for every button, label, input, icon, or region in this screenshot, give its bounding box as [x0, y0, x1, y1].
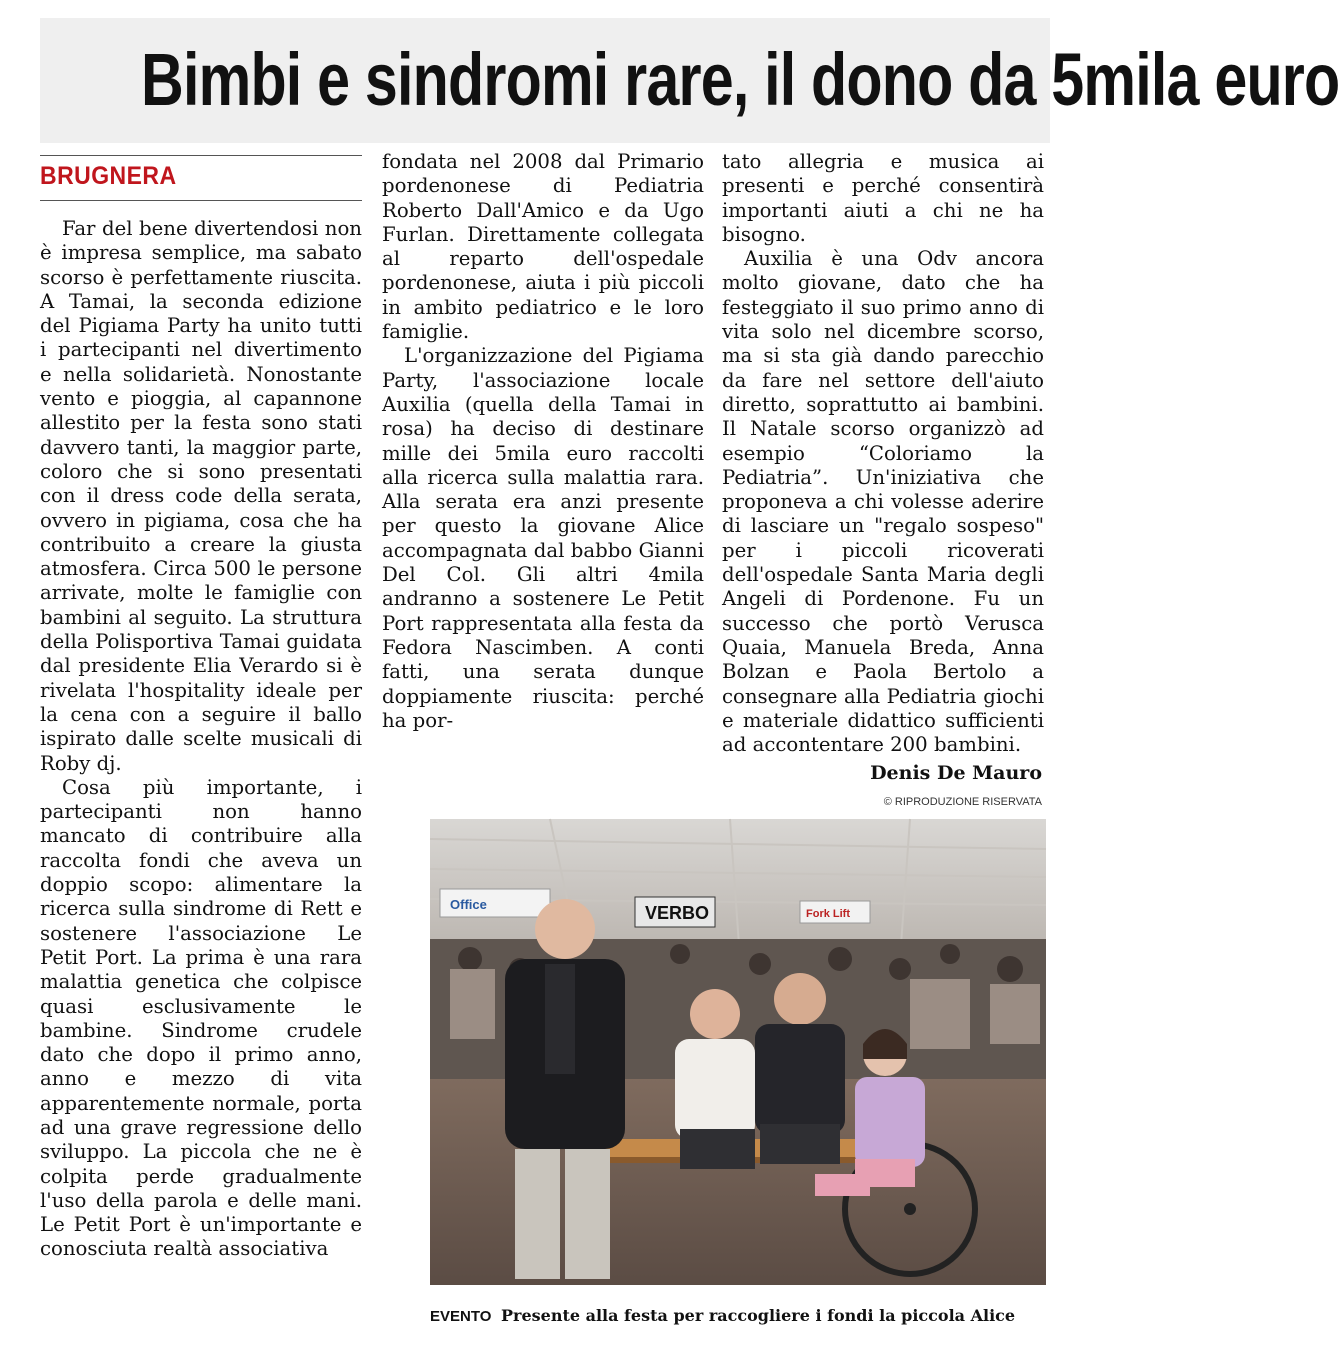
photo-caption [430, 1306, 1046, 1325]
paragraph: Cosa più importante, i partecipanti non hanno mancato di contribuire alla raccolta fondi che aveva un doppio scopo: alimentare la ricerca sulla sindrome di Rett e sostenere l'associazione Le Petit Port. La prima è una rara malattia genetica che colpisce quasi esclusivamente le bambine. Sindrome crudele dato che dopo il primo anno, anno e mezzo di vita apparentemente normale, porta ad una grave regressione dello sviluppo. La piccola che ne è colpita perde gradualmente l'uso della parola e delle mani. Le Petit Port è un'importante e conosciuta realtà associativa [40, 775, 362, 1261]
headline-band [40, 18, 1339, 143]
section-label: BRUGNERA [40, 162, 177, 190]
article-column-2 [382, 150, 704, 733]
caption-kicker: EVENTO [430, 1308, 492, 1325]
section-rule-bottom [40, 200, 362, 201]
article-column-1 [40, 217, 362, 1262]
article-column-3 [722, 150, 1044, 757]
banner-office-text: Office [450, 897, 487, 912]
section-rule-top [40, 155, 362, 156]
paragraph: tato allegria e musica ai presenti e perché consentirà importanti aiuti a chi ne ha bisogno. [722, 150, 1044, 246]
caption-text: Presente alla festa per raccogliere i fondi la piccola Alice [500, 1306, 1016, 1325]
paragraph: Far del bene divertendosi non è impresa semplice, ma sabato scorso è perfettamente riuscita. A Tamai, la seconda edizione del Pigiama Party ha unito tutti i partecipanti nel divertimento e nella solidarietà. Nonostante vento e pioggia, al capannone allestito per la festa sono stati davvero tanti, la maggior parte, coloro che si sono presentati con il dress code della serata, ovvero in pigiama, cosa che ha contribuito a creare la giusta atmosfera. Circa 500 le persone arrivate, molte le famiglie con bambini al seguito. La struttura della Polisportiva Tamai guidata dal presidente Elia Verardo si è rivelata l'hospitality ideale per la cena con a seguire il ballo ispirato dalle scelte musicali di Roby dj. [40, 217, 362, 775]
copyright-notice: © RIPRODUZIONE RISERVATA [883, 796, 1042, 808]
paragraph: L'organizzazione del Pigiama Party, l'associazione locale Auxilia (quella della Tamai in rosa) ha deciso di destinare mille dei 5mila euro raccolti alla ricerca sulla malattia rara. Alla serata era anzi presente per questo la giovane Alice accompagnata dal babbo Gianni Del Col. Gli altri 4mila andranno a sostenere Le Petit Port rappresentata alla festa da Fedora Nascimben. A conti fatti, una serata dunque doppiamente riuscita: perché ha por- [382, 344, 704, 732]
event-photo [430, 819, 1046, 1285]
byline: Denis De Mauro [870, 762, 1042, 784]
paragraph: Auxilia è una Odv ancora molto giovane, dato che ha festeggiato il suo primo anno di vita solo nel dicembre scorso, ma si sta già dando parecchio da fare nel settore dell'aiuto diretto, soprattutto ai bambini. Il Natale scorso organizzò ad esempio “Coloriamo la Pediatria”. Un'iniziativa che proponeva a chi volesse aderire di lasciare un "regalo sospeso" per i piccoli ricoverati dell'ospedale Santa Maria degli Angeli di Pordenone. Fu un successo che portò Verusca Quaia, Manuela Breda, Anna Bolzan e Paola Bertolo a consegnare alla Pediatria giochi e materiale didattico sufficienti ad accontentare 200 bambini. [722, 247, 1044, 757]
paragraph: fondata nel 2008 dal Primario pordenonese di Pediatria Roberto Dall'Amico e da Ugo Furlan. Direttamente collegata al reparto dell'ospedale pordenonese, aiuta i più piccoli in ambito pediatrico e le loro famiglie. [382, 150, 704, 344]
banner-verbo-text: VERBO [645, 903, 710, 923]
headline: Bimbi e sindromi rare, il dono da 5mila euro [141, 38, 1339, 121]
banner-fork-text: Fork Lift [806, 908, 850, 920]
